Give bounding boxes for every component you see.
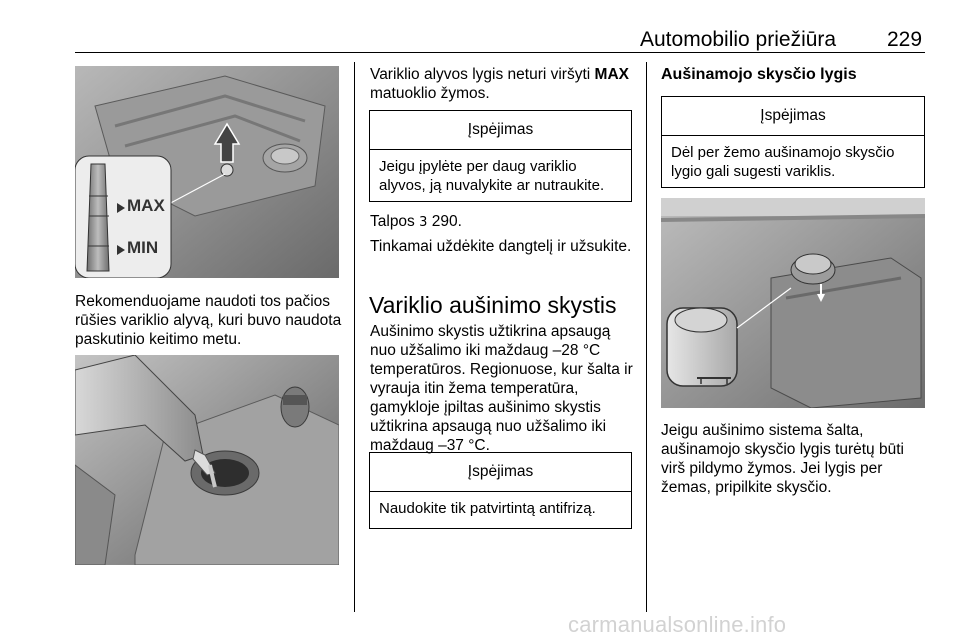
capacities-reference — [370, 212, 632, 232]
coolant-level-heading: Aušinamojo skysčio lygis — [661, 66, 857, 83]
running-header-title: Automobilio priežiūra — [640, 28, 837, 51]
coolant-section-heading: Variklio aušinimo skystis — [369, 292, 617, 318]
oil-max-note-prefix: Variklio alyvos lygis neturi viršyti — [370, 66, 595, 83]
warning-text: Jeigu įpylėte per daug variklio alyvos, ją nuvalykite ar nutraukite. — [379, 158, 605, 194]
coolant-reservoir-illustration — [661, 198, 925, 408]
coolant-level-paragraph: Jeigu aušinimo sistema šalta, aušinamojo skysčio lygis turėtų būti virš pildymo žymos. Jei lygis per žemas, pripilkite skysčio. — [661, 422, 904, 496]
oil-dipstick-illustration — [75, 66, 339, 278]
header-rule — [75, 52, 925, 53]
dipstick-max-label: MAX — [127, 196, 165, 215]
warning-title: Įspėjimas — [370, 453, 631, 492]
oil-recommendation-paragraph: Rekomenduojame naudoti tos pačios rūšies variklio alyvą, kuri buvo naudota paskutinio keitimo metu. — [75, 293, 342, 348]
coolant-description: Aušinimo skystis užtikrina apsaugą nuo užšalimo iki maždaug –28 °C temperatūros. Regionuose, kur šalta ir vyrauja itin žema temperatūra, gamykloje įpiltas aušinimo skystis užtikrina apsaugą nuo užšalimo iki maždaug –37 °C. — [370, 323, 633, 454]
warning-title: Įspėjimas — [370, 111, 631, 150]
warning-box-antifreeze — [369, 452, 632, 529]
warning-title: Įspėjimas — [662, 97, 924, 136]
page-number: 229 — [887, 28, 923, 51]
capacities-reference-label: Talpos — [370, 213, 415, 230]
warning-text: Dėl per žemo aušinamojo skysčio lygio gali sugesti variklis. — [671, 144, 895, 180]
cap-instruction: Tinkamai uždėkite dangtelį ir užsukite. — [370, 238, 632, 255]
warning-box-coolant-level — [661, 96, 925, 188]
warning-box-overfill — [369, 110, 632, 202]
dipstick-min-label: MIN — [127, 238, 159, 257]
column-divider-1 — [354, 62, 355, 612]
oil-filling-illustration — [75, 355, 339, 565]
warning-text: Naudokite tik patvirtintą antifrizą. — [379, 500, 596, 517]
oil-max-note-suffix: matuoklio žymos. — [370, 85, 490, 102]
oil-max-note — [370, 65, 632, 103]
column-divider-2 — [646, 62, 647, 612]
watermark: carmanualsonline.info — [568, 612, 787, 637]
page-reference-arrow-icon: 3 — [419, 215, 428, 230]
max-mark-term: MAX — [594, 66, 629, 83]
capacities-page-link[interactable]: 290. — [431, 213, 462, 230]
